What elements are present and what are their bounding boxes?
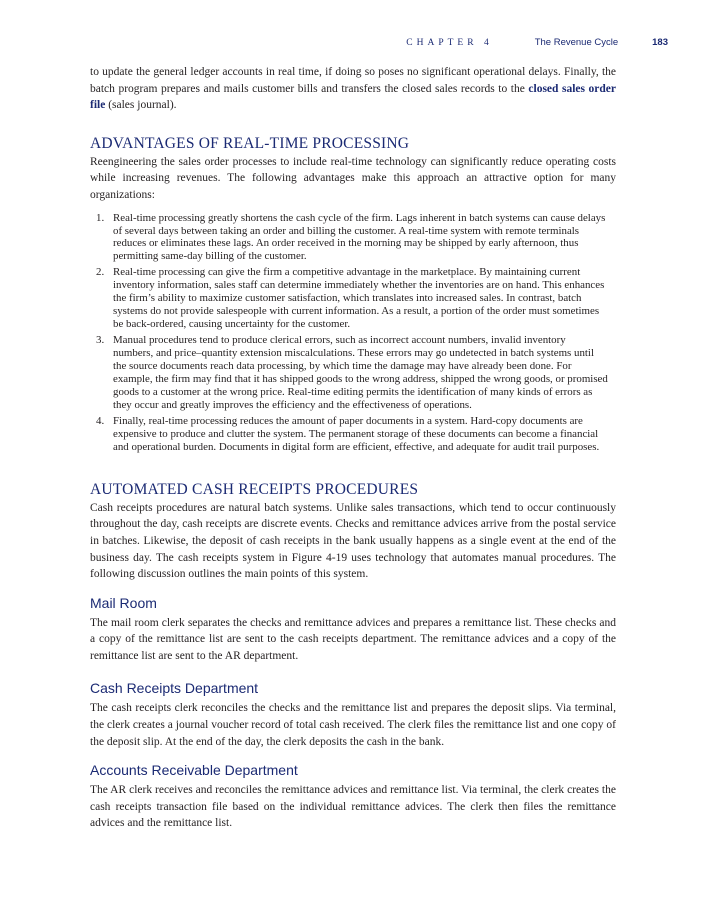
page-body <box>90 64 616 832</box>
section-heading-cash-receipts: AUTOMATED CASH RECEIPTS PROCEDURES <box>90 480 419 498</box>
subheading-ar-dept: Accounts Receivable Department <box>90 762 298 779</box>
section-heading-realtime: ADVANTAGES OF REAL-TIME PROCESSING <box>90 134 410 152</box>
key-term: closed sales order file <box>90 82 616 112</box>
subheading-mail-room: Mail Room <box>90 594 157 611</box>
page-number: 183 <box>652 37 668 48</box>
ar-dept-paragraph: The AR clerk receives and reconciles the remittance advices and remittance list. Via terminal, the clerk creates the cash receipts transaction file based on the individual remittance advices. The clerk then files the remittance advices and the remittance list. <box>90 784 616 830</box>
mail-room-paragraph: The mail room clerk separates the checks and remittance advices and prepares a remittance list. These checks and a copy of the remittance list are sent to the cash receipts department. The remittance advices and a copy of the remittance list are sent to the AR department. <box>90 616 616 662</box>
list-item: 2. Real-time processing can give the firm a competitive advantage in the marketplace. By maintaining current inventory information, sales staff can determine immediately whether the inventories are on hand. This enhances the firm’s ability to maximize customer satisfaction, which translates into increased sales. In contrast, batch systems do not provide salespeople with current information. As a result, a portion of the order must sometimes be back-ordered, causing uncertainty for the customer. <box>96 266 605 331</box>
subheading-cash-receipts-dept: Cash Receipts Department <box>90 680 259 697</box>
advantages-list <box>90 212 616 454</box>
intro-paragraph: to update the general ledger accounts in real time, if doing so poses no significant operational delays. Finally, the batch program prepares and mails customer bills and transfers the closed sales records to the closed sales order file (sales journal). <box>90 66 616 112</box>
cash-dept-paragraph: The cash receipts clerk reconciles the checks and the remittance list and prepares the deposit slips. Via terminal, the clerk creates a journal voucher record of total cash received. The clerk files the remittance list and one copy of the deposit slip. At the end of the day, the clerk deposits the cash in the bank. <box>90 702 616 748</box>
list-item: 4. Finally, real-time processing reduces the amount of paper documents in a system. Hard-copy documents are expensive to produce and clutter the system. The permanent storage of these documents can become a financial and operational burden. Documents in digital form are efficient, effective, and adequate for audit trail purposes. <box>96 414 600 453</box>
chapter-label: CHAPTER 4 <box>406 38 493 48</box>
chapter-title: The Revenue Cycle <box>534 37 619 48</box>
running-header <box>406 36 668 50</box>
realtime-paragraph: Reengineering the sales order processes to include real-time technology can significantly reduce operating costs while increasing revenues. The following advantages make this approach an attractive option for many organizations: <box>90 155 616 201</box>
cash-receipts-paragraph: Cash receipts procedures are natural batch systems. Unlike sales transactions, which tend to occur continuously throughout the day, cash receipts are discrete events. Checks and remittance advices arrive from the postal service in batches. Likewise, the deposit of cash receipts in the bank usually happens as a single event at the end of the business day. The cash receipts system in Figure 4-19 uses technology that automates manual procedures. The following discussion outlines the main points of this system. <box>90 501 616 581</box>
list-item: 3. Manual procedures tend to produce clerical errors, such as incorrect account numbers, invalid inventory numbers, and price–quantity extension miscalculations. These errors may go undetected in batch systems until the source documents reach data processing, by which time the damage may have already been done. For example, the firm may find that it has shipped goods to the wrong address, shipped the wrong goods, or promised goods to a customer at the wrong price. Real-time editing permits the identification of many kinds of errors as they occur and greatly improves the efficiency and the effectiveness of operations. <box>96 334 608 411</box>
list-item: 1. Real-time processing greatly shortens the cash cycle of the firm. Lags inherent in batch systems can cause delays of several days between taking an order and billing the customer. A real-time system with remote terminals reduces or eliminates these lags. An order received in the morning may be shipped by early afternoon, thus permitting same-day billing of the customer. <box>96 211 606 263</box>
